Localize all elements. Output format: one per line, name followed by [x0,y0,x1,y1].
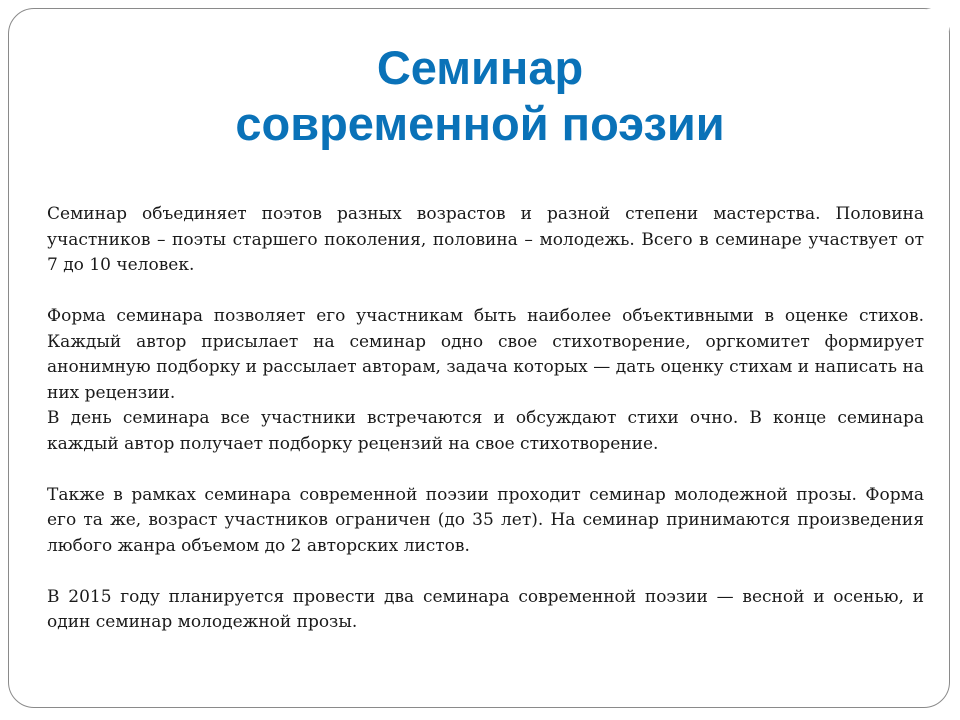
paragraph-plans-2015: В 2015 году планируется провести два семинара современной поэзии — весной и осенью, и один семинар молодежной прозы. [47,586,924,632]
paragraph-seminar-day: В день семинара все участники встречаются и обсуждают стихи очно. В конце семинара каждый автор получает подборку рецензий на свое стихотворение. [47,408,924,454]
paragraph-spacer [47,457,924,483]
paragraph-participants: Семинар объединяет поэтов разных возрастов и разной степени мастерства. Половина участников – поэты старшего поколения, половина – молодежь. Всего в семинаре участвует от 7 до 10 человек. [47,204,924,275]
slide-title-line-2: современной поэзии [235,97,725,150]
paragraph-spacer [47,279,924,305]
slide-title-line-1: Семинар [376,41,584,94]
paragraph-spacer [47,559,924,585]
paragraph-prose-seminar: Также в рамках семинара современной поэзии проходит семинар молодежной прозы. Форма его та же, возраст участников ограничен (до 35 лет). На семинар принимаются произведения любого жанра объемом до 2 авторских листов. [47,484,924,556]
slide-title [0,40,960,152]
slide-body [47,202,924,636]
paragraph-seminar-format: Форма семинара позволяет его участникам быть наиболее объективными в оценке стихов. Каждый автор присылает на семинар одно свое стихотворение, оргкомитет формирует анонимную подборку и рассылает авторам, задача которых — дать оценку стихам и написать на них рецензии. [47,306,924,403]
slide-corner-mark [927,9,949,31]
